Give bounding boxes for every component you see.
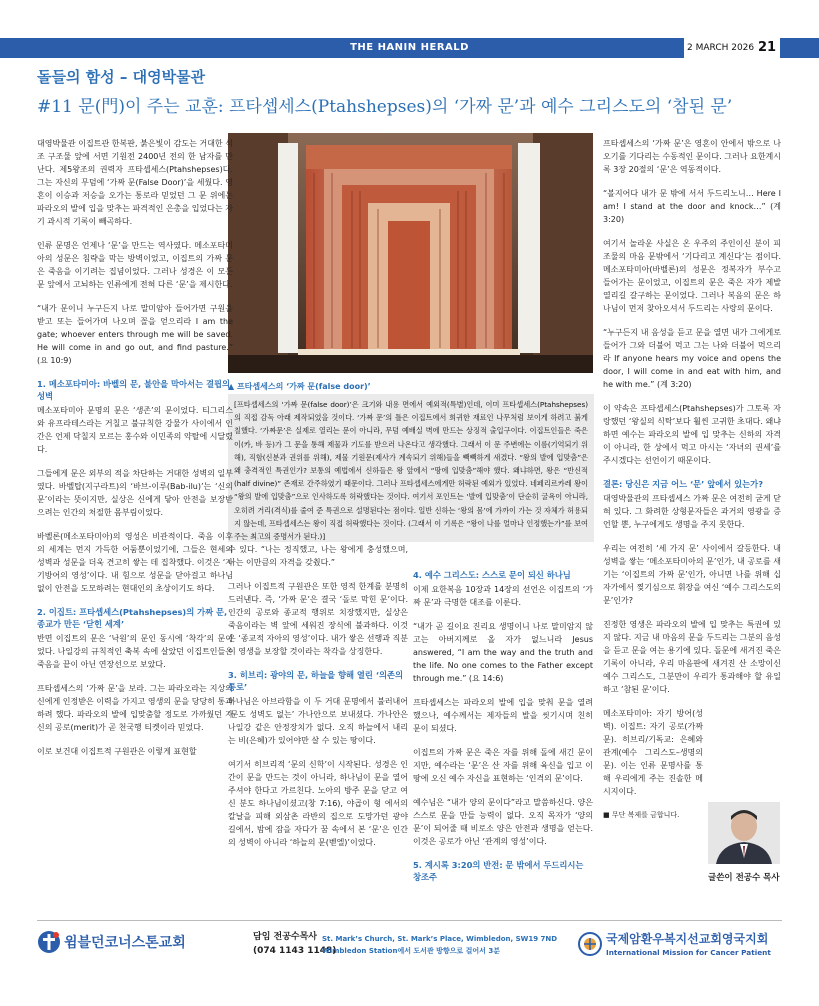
author-portrait-illustration — [708, 802, 780, 864]
church-logo-icon — [37, 930, 61, 958]
copyright-note: ■ 무단 복제를 금합니다. — [603, 811, 680, 819]
paragraph: 프타셉세스의 ‘가짜 문’을 보라. 그는 파라오라는 지상의 신에게 인정받은 이력을 가지고 영생의 문을 당당히 통과하려 했다. 파라오의 발에 입맞춤할 정도로 가까웠던 자신의 공로(merit)가 곧 천국행 티켓이라 믿었다. — [37, 684, 233, 732]
address-line: St. Mark’s Church, St. Mark’s Place, Wimbledon, SW19 7ND — [322, 935, 558, 943]
scripture-quote: “볼지어다 내가 문 밖에 서서 두드리노니… Here I am! I stand at the door and knock…” (계 3:20) — [603, 189, 781, 224]
scripture-quote: “누구든지 내 음성을 듣고 문을 열면 내가 그에게로 들어가 그와 더불어 먹고 그는 나와 더불어 먹으리라 If anyone hears my voice and opens the door, I will come in and eat with him, and he with me.” (계 3:20) — [603, 328, 781, 389]
mission-logo-icon — [578, 932, 602, 960]
mission-name-english: International Mission for Cancer Patient — [606, 948, 771, 957]
paragraph: 바벨론(메소포타미아)의 영성은 비관적이다. 죽음 이후의 세계는 먼지 가득한 어둠뿐이었기에, 그들은 현세의 성벽과 성문을 더욱 견고히 쌓는 데 집착했다. 이것은 ‘자기방어의 영성’이다. 내 힘으로 성문을 닫아걸고 하나님 없이 안전을 도모하려는 현대인의 초상이기도 하다. — [37, 532, 233, 593]
headline: #11 문(門)이 주는 교훈: 프타셉세스(Ptahshepses)의 ‘가짜 문’과 예수 그리스도의 ‘참된 문’ — [37, 97, 733, 117]
paragraph: 그러나 이집트적 구원관은 또한 영적 한계를 분명히 드러낸다. 즉, ‘가짜 문’은 결국 ‘돌로 막힌 문’이다. 인간의 공로와 종교적 행위로 치장했지만, 실상은 죽음이라는 벽 앞에 세워진 장식에 불과하다. 이것은 ‘종교적 자아의 영성’이다. 내가 쌓은 선행과 직분이 영생을 보장할 것이라는 착각을 상징한다. — [228, 582, 408, 656]
paragraph: 수 있다. “나는 정직했고, 나는 왕에게 충성했으며, 나는 이만큼의 자격을 갖췄다.” — [228, 545, 408, 567]
paragraph: 여기서 히브리적 ‘문의 신학’이 시작된다. 성경은 인간이 문을 만드는 것이 아니라, 하나님이 문을 열어주셔야 한다고 가르친다. 노아의 방주 문을 닫고 여신 분도 하나님이셨고(창 7:16), 야곱이 형 에서의 칼날을 피해 외삼촌 라반의 집으로 도망가던 광야 길에서, 밤에 잠을 자다가 꿈 속에서 본 ‘문’은 인간의 성벽이 아니라 ‘하늘의 문(벧엘)’이었다. — [228, 760, 408, 847]
pastor-phone: (074 1143 1148) — [253, 946, 337, 956]
photo-caption-box: [프타셉세스의 ‘가짜 문(false door)’은 크기와 내용 면에서 예외적(특별)인데, 이미 프타셉세스(Ptahshepses)의 직접 감독 아래 제작되었을 것이다. ‘가짜 문’의 틀은 이집트에서 희귀한 재료인 나무처럼 보이게 하려고 붉게 칠했다. ‘가짜문’은 실제로 열리는 문이 아니라, 무덤 예배실 벽에 만드는 상징적 출입구이다. 이집트인들은 죽은 이(카, 바 등)가 그 문을 통해 제물과 기도를 받으러 나온다고 생각했다. 그래서 이 문 주변에는 이름(기억되기 위해), 직함(신분과 권위를 위해), 제물 기원문(제사가 계속되기 위해)들을 빽빽하게 새겼다. “왕의 발에 입맞춤”은 왜 충격적인 특권인가? 보통의 예법에서 신하들은 왕 앞에서 “땅에 입맞춤”해야 했다. 왜냐하면, 왕은 “반신적(half divine)” 존재로 간주하였기 때문이다. 그러나 프타셉세스에게만 허락된 예외가 있었다. 네페리르카레 왕이 “왕의 발에 입맞춤”으로 인사하도록 허락했다는 것이다. 여기서 포인트는 ‘발에 입맞춤’이 단순히 굴욕이 아니라, 오히려 거리(격식)를 줄여 준 특권으로 설명된다는 점이다. 일반 신하는 ‘왕의 몸’에 가까이 가는 것 자체가 허용되지 않는데, 프타셉세스는 왕이 직접 허락했다는 것이다. (그래서 이 기록은 “왕이 나를 얼마나 인정했는가”를 보여 주는 최고의 증명서가 된다.)] — [228, 394, 594, 542]
page-number: 21 — [754, 38, 780, 58]
paragraph: 진정한 영생은 파라오의 발에 입 맞추는 특권에 있지 않다. 지금 내 마음의 문을 두드리는 그분의 음성을 듣고 문을 여는 용기에 있다. 돌문에 새겨진 죽은 기록이 아니라, 우리 마음판에 새겨진 산 소망이신 예수 그리스도, 그분만이 우리가 통과해야 할 유일하고 ‘참된 문’이다. — [603, 620, 781, 694]
subheading: 2. 이집트: 프타셉세스(Ptahshepses)의 가짜 문, 종교가 만든 ‘닫힌 세계’ — [37, 607, 228, 629]
scripture-quote: “내가 문이니 누구든지 나로 말미암아 들어가면 구원을 받고 또는 들어가며 나오며 꼴을 얻으리라 I am the gate; whoever enters through me will be saved. He will come in and go out, and find pasture.” (요 10:9) — [37, 304, 233, 365]
column-2 — [228, 543, 408, 860]
section-title: 돌들의 함성 – 대영박물관 — [37, 68, 206, 86]
issue-date: 2 MARCH 2026 — [684, 38, 757, 58]
paragraph: 대영박물관의 프타셉세스 가짜 문은 여전히 굳게 닫혀 있다. 그 화려한 상형문자들은 과거의 영광을 증언할 뿐, 누구에게도 생명을 주지 못한다. — [603, 494, 781, 529]
photo-caption-title: ▲ 프타셉세스의 ‘가짜 문(false door)’ — [228, 382, 371, 391]
paragraph: 대영박물관 이집트관 한복판, 붉은빛이 감도는 거대한 석조 구조물 앞에 서면 기원전 2400년 전의 한 남자를 만난다. 제5왕조의 권력자 프타셉세스(Ptahshepses)다. 그는 자신의 무덤에 ‘가짜 문(False Door)’을 세웠다. 영혼이 이승과 저승을 오가는 통로라 믿었던 그 문 위에는 파라오의 발에 입을 맞추는 파격적인 은총을 입었다는 자기 과시적 기록이 빼곡하다. — [37, 139, 233, 226]
false-door-photo — [228, 133, 593, 373]
paragraph: 여기서 놀라운 사실은 온 우주의 주인이신 분이 피조물의 마음 문밖에서 ‘기다리고 계신다’는 점이다. 메소포타미아(바벨론)의 성문은 정복자가 부수고 들어가는 문이었고, 이집트의 문은 죽은 자가 제발 열리길 갈구하는 문이었다. 그러나 복음의 문은 하나님이 먼저 찾아오셔서 두드리는 사랑의 문이다. — [603, 239, 781, 313]
pastor-label: 담임 전공수목사 — [253, 932, 317, 942]
paragraph: 반면 이집트의 문은 ‘낙원’의 문인 동시에 ‘착각’의 문이었다. 나일강의 규칙적인 축복 속에 살았던 이집트인들은 죽음을 끝이 아닌 연장선으로 보았다. — [37, 634, 233, 669]
column-3 — [413, 565, 593, 885]
church-address — [322, 933, 557, 957]
paragraph: 하나님은 아브라함을 이 두 거대 문명에서 불러내어 ‘문도 성벽도 없는’ 가나안으로 보내셨다. 가나안은 나일강 같은 안정장치가 없다. 오직 하늘에서 내리는 비(은혜)가 있어야만 살 수 있는 땅이다. — [228, 697, 408, 745]
column-1 — [37, 137, 233, 769]
subheading: 1. 메소포타미아: 바벨의 문, 불안을 막아서는 결핍의 성벽 — [37, 379, 231, 401]
byline: 글쓴이 전공수 목사 — [708, 873, 780, 883]
false-door-illustration — [228, 133, 593, 373]
subheading: 결론: 당신은 지금 어느 ‘문’ 앞에서 있는가? — [603, 479, 764, 489]
subheading: 4. 예수 그리스도: 스스로 문이 되신 하나님 — [413, 570, 571, 580]
church-name: 윔블던코너스톤교회 — [64, 935, 186, 951]
address-line: Wimbledon Station에서 도서관 방향으로 걸어서 3분 — [322, 947, 500, 955]
paragraph: 우리는 여전히 ‘세 가지 문’ 사이에서 갈등한다. 내 성벽을 쌓는 ‘메소포타미아의 문’인가, 내 공로를 새기는 ‘이집트의 가짜 문’인가, 아니면 나를 위해 십자가에서 찢기심으로 휘장을 여신 ‘예수 그리스도의 문’인가? — [603, 544, 781, 605]
paragraph: 예수님은 “내가 양의 문이다”라고 말씀하신다. 양은 스스로 문을 만들 능력이 없다. 오직 목자가 ‘양의 문’이 되어줄 때 비로소 양은 안전과 생명을 얻는다. 이것은 공로가 아닌 ‘관계의 영성’이다. — [413, 798, 593, 846]
paragraph: 이제 요한복음 10장과 14장의 선언은 이집트의 ‘가짜 문’과 극명한 대조를 이룬다. — [413, 585, 593, 607]
paragraph: 인류 문명은 언제나 ‘문’을 만드는 역사였다. 메소포타미아의 성문은 침략을 막는 방벽이었고, 이집트의 가짜 문은 죽음을 이기려는 집념이었다. 그러나 성경은 이 모든 문 앞에서 고뇌하는 인류에게 전혀 다른 ‘문’을 제시한다. — [37, 241, 233, 289]
subheading: 5. 계시록 3:20의 반전: 문 밖에서 두드리시는 창조주 — [413, 860, 584, 882]
masthead-title: THE HANIN HERALD — [350, 42, 469, 53]
paragraph: 그들에게 문은 외부의 적을 차단하는 거대한 성벽의 일부였다. 바벨탑(지구라트)의 ‘바브-이루(Bab-ilu)’는 ‘신의 문’이라는 뜻이지만, 실상은 신에게 닿아 안전을 보장받으려는 인간의 처절한 몸부림이었다. — [37, 469, 233, 517]
paragraph: 프타셉세스의 ‘가짜 문’은 영혼이 안에서 밖으로 나오기를 기다리는 수동적인 문이다. 그러나 요한계시록 3장 20절의 ‘문’은 역동적이다. — [603, 139, 781, 174]
subheading: 3. 히브리: 광야의 문, 하늘을 향해 열린 ‘의존의 통로’ — [228, 670, 404, 692]
column-4 — [603, 137, 781, 833]
author-portrait — [708, 802, 780, 864]
paragraph: 이로 보건대 이집트적 구원관은 이렇게 표현할 — [37, 747, 197, 756]
footer-divider — [37, 920, 782, 921]
paragraph: 이 약속은 프타셉세스(Ptahshepses)가 그토록 자랑했던 ‘왕실의 식탁’보다 훨씬 고귀한 초대다. 왜냐하면 예수는 파라오의 발에 입 맞추는 신하의 자격이 아니라, 한 상에서 먹고 마시는 ‘자녀의 권세’를 주시겠다는 선언이기 때문이다. — [603, 404, 781, 465]
paragraph: 프타셉세스는 파라오의 발에 입을 맞춰 문을 열려 했으나, 예수께서는 제자들의 발을 씻기시며 친히 문이 되셨다. — [413, 698, 593, 733]
summary-paragraph: 메소포타미아: 자기 방어(성벽). 이집트: 자기 공로(가짜 문). 히브리/기독교: 은혜와 관계(예수 그리스도–생명의 문). 이는 인류 문명사를 통해 우리에게 주는 진솔한 메시지이다. — [603, 709, 703, 796]
scripture-quote: “내가 곧 길이요 진리요 생명이니 나로 말미암지 않고는 아버지께로 올 자가 없느니라 Jesus answered, “I am the way and the truth and the life. No one comes to the Father except through me.” (요 14:6) — [413, 622, 593, 683]
mission-name-korean: 국제암환우복지선교회영국지회 — [606, 932, 769, 946]
paragraph: 메소포타미아 문명의 문은 ‘생존’의 문이었다. 티그리스와 유프라테스라는 거칠고 불규칙한 강물가 사이에서 인간은 언제 닥칠지 모르는 홍수와 이민족의 약탈에 시달렸다. — [37, 406, 233, 454]
paragraph: 이집트의 가짜 문은 죽은 자를 위해 돌에 새긴 문이지만, 예수라는 ‘문’은 산 자를 위해 육신을 입고 이 땅에 오신 예수 자신을 표현하는 ‘인격의 문’이다. — [413, 748, 593, 783]
